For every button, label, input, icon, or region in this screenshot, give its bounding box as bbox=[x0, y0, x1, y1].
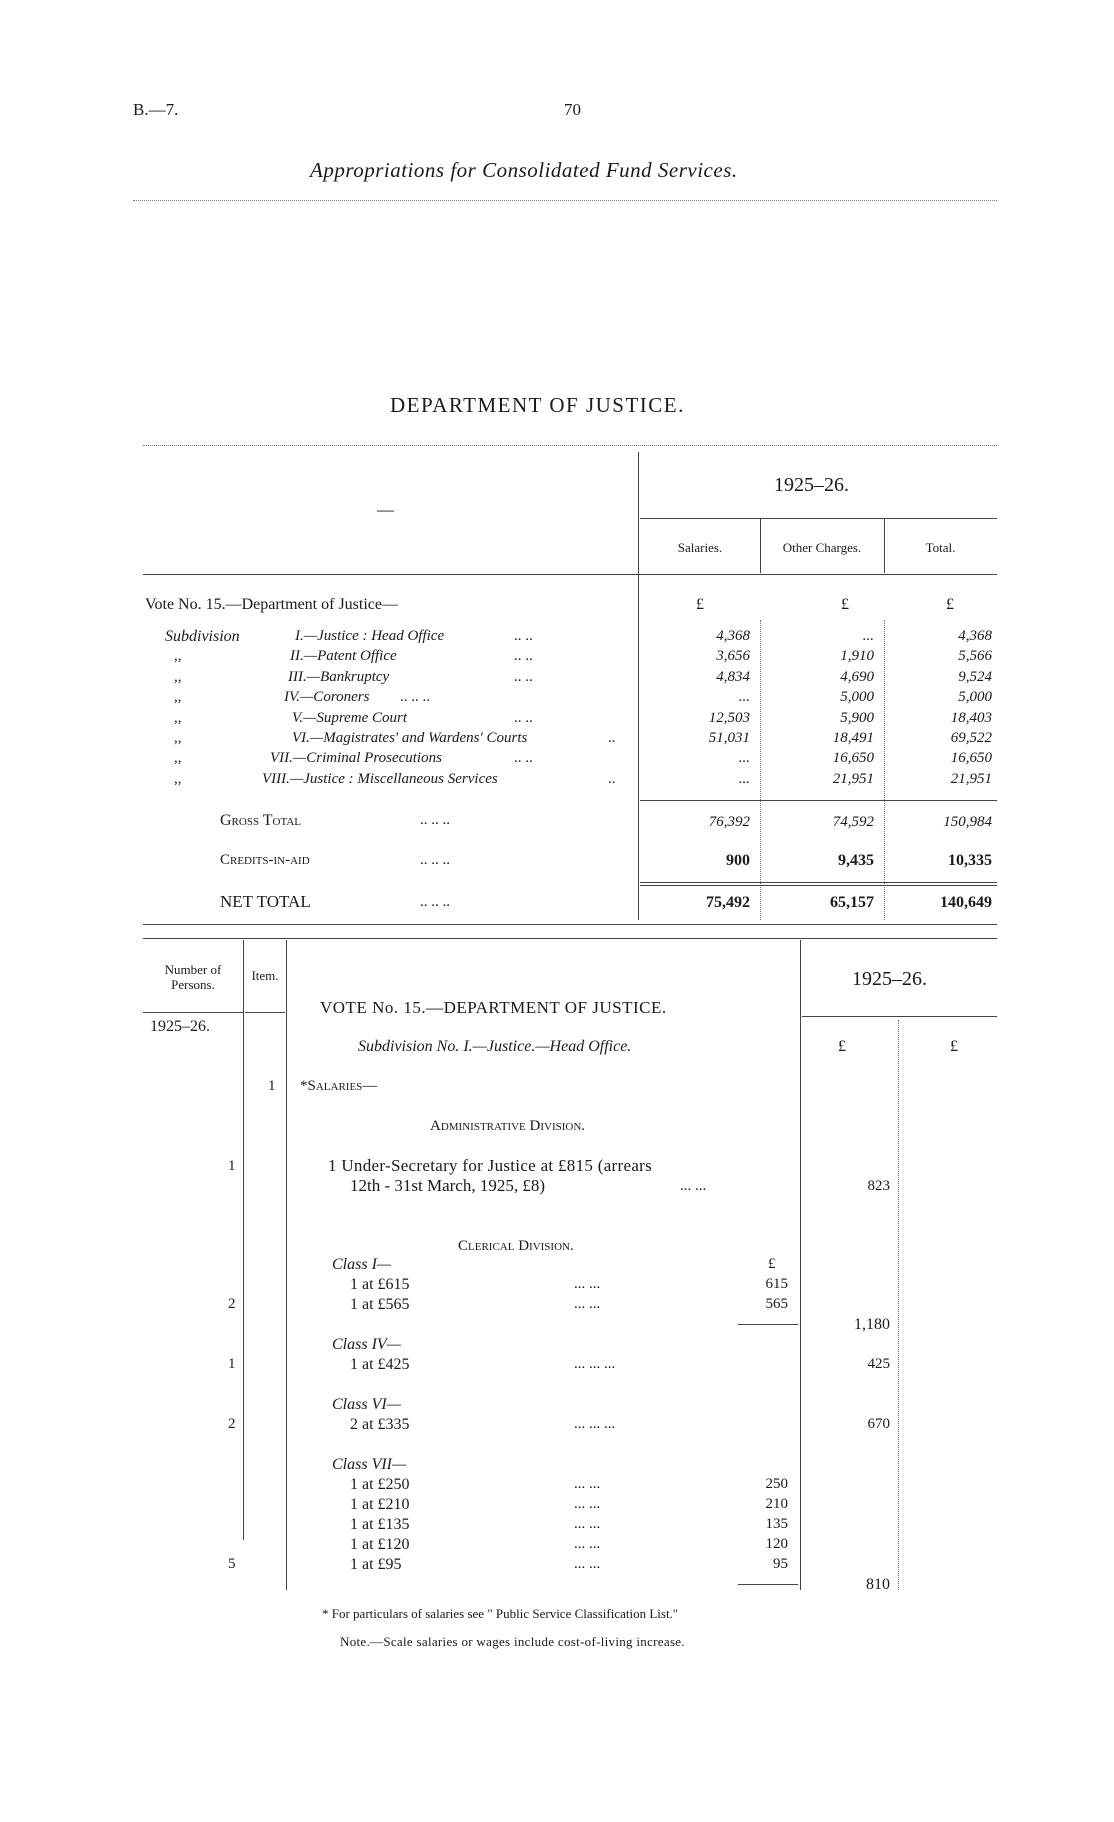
clerical-division-heading: Clerical Division. bbox=[458, 1238, 574, 1254]
subdivision-row-name: I.—Justice : Head Office bbox=[295, 628, 445, 644]
ditto-mark: ,, bbox=[174, 689, 182, 705]
class-7-heading: Class VII— bbox=[332, 1456, 407, 1473]
class-7-dots: ... ... bbox=[574, 1476, 601, 1492]
row-other: 21,951 bbox=[832, 771, 874, 787]
ditto-mark: ,, bbox=[174, 669, 182, 685]
under-secretary-line-1: 1 Under-Secretary for Justice at £815 (arrears bbox=[328, 1156, 653, 1175]
department-title: DEPARTMENT OF JUSTICE. bbox=[390, 393, 685, 417]
row-other: ... bbox=[862, 628, 874, 644]
row-leader: .. .. bbox=[514, 710, 533, 726]
row-leader: .. .. bbox=[514, 628, 533, 644]
class-7-dots: ... ... bbox=[574, 1556, 601, 1572]
class-1-amount: 615 bbox=[765, 1276, 788, 1292]
subdivision-row-name: VI.—Magistrates' and Wardens' Courts bbox=[292, 730, 528, 746]
subdivision-row-name: VIII.—Justice : Miscellaneous Services bbox=[262, 771, 498, 787]
ditto-mark: ,, bbox=[174, 710, 182, 726]
vote-label: Vote No. 15.—Department of Justice— bbox=[145, 596, 398, 613]
net-other: 65,157 bbox=[830, 894, 874, 911]
summary-column-divider bbox=[638, 452, 639, 920]
persons-header-rule bbox=[143, 1012, 243, 1013]
row-leader: .. .. bbox=[514, 750, 533, 766]
class-7-amount: 135 bbox=[765, 1516, 788, 1532]
col-salaries-header: Salaries. bbox=[677, 540, 723, 555]
credits-salaries: 900 bbox=[726, 852, 750, 869]
under-secretary-line-2: 12th - 31st March, 1925, £8) bbox=[350, 1176, 546, 1195]
other-currency: £ bbox=[841, 596, 849, 613]
amount-subcolumn-divider bbox=[898, 1020, 899, 1590]
row-leader: .. bbox=[608, 730, 616, 746]
class-7-line: 1 at £250 bbox=[350, 1476, 410, 1493]
class-7-dots: ... ... bbox=[574, 1496, 601, 1512]
header-rule bbox=[133, 200, 997, 201]
under-secretary-dots: ... ... bbox=[680, 1178, 707, 1194]
class-4-persons: 1 bbox=[228, 1356, 236, 1372]
net-salaries: 75,492 bbox=[706, 894, 750, 911]
detail-year-rule bbox=[802, 1016, 997, 1017]
class-6-line: 2 at £335 bbox=[350, 1416, 410, 1433]
row-other: 5,900 bbox=[840, 710, 874, 726]
under-secretary-amount: 823 bbox=[867, 1178, 890, 1194]
class-7-line: 1 at £210 bbox=[350, 1496, 410, 1513]
subdivision-row-name: V.—Supreme Court bbox=[292, 710, 408, 726]
footnote: * For particulars of salaries see " Public Service Classification List." bbox=[322, 1606, 679, 1621]
class-7-subtotal-rule bbox=[738, 1584, 798, 1585]
class-7-amount: 210 bbox=[765, 1496, 788, 1512]
salaries-currency: £ bbox=[696, 596, 704, 613]
summary-header-rule bbox=[143, 574, 997, 575]
row-total: 16,650 bbox=[950, 750, 992, 766]
summary-top-rule bbox=[143, 445, 997, 446]
class-4-heading: Class IV— bbox=[332, 1336, 401, 1353]
subdivision-row-name: VII.—Criminal Prosecutions bbox=[270, 750, 442, 766]
item-column-divider bbox=[286, 940, 287, 1590]
row-salaries: 51,031 bbox=[708, 730, 750, 746]
class-1-dots: ... ... bbox=[574, 1276, 601, 1292]
summary-col-divider-4 bbox=[884, 620, 885, 920]
detail-top-rule bbox=[143, 938, 997, 939]
class-1-line: 1 at £565 bbox=[350, 1296, 410, 1313]
net-rule bbox=[640, 882, 997, 883]
gross-total-label: Gross Total bbox=[220, 812, 302, 829]
class-6-persons: 2 bbox=[228, 1416, 236, 1432]
row-leader: .. .. bbox=[514, 669, 533, 685]
row-total: 9,524 bbox=[958, 669, 992, 685]
gross-leader: .. .. .. bbox=[420, 812, 450, 828]
class-6-amount: 670 bbox=[867, 1416, 890, 1432]
document-ref: B.—7. bbox=[133, 100, 179, 119]
under-secretary-persons: 1 bbox=[228, 1158, 236, 1174]
ditto-mark: ,, bbox=[174, 730, 182, 746]
class-1-amount: 565 bbox=[765, 1296, 788, 1312]
subdivision-word: Subdivision bbox=[165, 628, 240, 645]
class-1-dots: ... ... bbox=[574, 1296, 601, 1312]
row-salaries: ... bbox=[738, 750, 750, 766]
page-title: Appropriations for Consolidated Fund Services. bbox=[310, 158, 738, 182]
gross-other: 74,592 bbox=[832, 814, 874, 830]
detail-currency-1: £ bbox=[838, 1038, 846, 1055]
row-other: 18,491 bbox=[832, 730, 874, 746]
summary-year: 1925–26. bbox=[774, 474, 849, 496]
col-persons-header: Number of Persons. bbox=[164, 962, 222, 992]
class-1-line: 1 at £615 bbox=[350, 1276, 410, 1293]
summary-dash: — bbox=[377, 500, 394, 519]
class-4-line: 1 at £425 bbox=[350, 1356, 410, 1373]
summary-bottom-rule bbox=[143, 924, 997, 925]
class-4-amount: 425 bbox=[867, 1356, 890, 1372]
row-other: 16,650 bbox=[832, 750, 874, 766]
row-total: 5,000 bbox=[958, 689, 992, 705]
class-1-heading: Class I— bbox=[332, 1256, 392, 1273]
class-1-persons: 2 bbox=[228, 1296, 236, 1312]
class-7-dots: ... ... bbox=[574, 1536, 601, 1552]
item-header-rule bbox=[245, 1012, 285, 1013]
amount-column-divider bbox=[800, 940, 801, 1590]
row-leader: .. .. bbox=[514, 648, 533, 664]
ditto-mark: ,, bbox=[174, 771, 182, 787]
credits-total: 10,335 bbox=[948, 852, 992, 869]
gross-rule bbox=[640, 800, 997, 801]
row-total: 18,403 bbox=[950, 710, 992, 726]
class-1-currency: £ bbox=[768, 1256, 776, 1272]
credits-leader: .. .. .. bbox=[420, 852, 450, 868]
salaries-heading: *Salaries— bbox=[300, 1078, 378, 1094]
class-4-dots: ... ... ... bbox=[574, 1356, 616, 1372]
summary-col-divider-3 bbox=[760, 620, 761, 920]
ditto-mark: ,, bbox=[174, 750, 182, 766]
detail-currency-2: £ bbox=[950, 1038, 958, 1055]
ditto-mark: ,, bbox=[174, 648, 182, 664]
persons-year: 1925–26. bbox=[150, 1018, 210, 1035]
persons-column-divider bbox=[243, 940, 244, 1540]
class-6-heading: Class VI— bbox=[332, 1396, 401, 1413]
row-salaries: 3,656 bbox=[716, 648, 750, 664]
class-7-persons: 5 bbox=[228, 1556, 236, 1572]
net-leader: .. .. .. bbox=[420, 894, 450, 910]
subdivision-title: Subdivision No. I.—Justice.—Head Office. bbox=[358, 1038, 632, 1055]
row-salaries: ... bbox=[738, 771, 750, 787]
vote-title: VOTE No. 15.—DEPARTMENT OF JUSTICE. bbox=[320, 998, 667, 1017]
item-number: 1 bbox=[268, 1078, 276, 1094]
row-salaries: 4,834 bbox=[716, 669, 750, 685]
gross-total: 150,984 bbox=[943, 814, 992, 830]
row-total: 69,522 bbox=[950, 730, 992, 746]
class-7-amount: 250 bbox=[765, 1476, 788, 1492]
subdivision-row-name: III.—Bankruptcy bbox=[288, 669, 390, 685]
col-other-charges-header: Other Charges. bbox=[782, 540, 862, 555]
class-7-line: 1 at £95 bbox=[350, 1556, 402, 1573]
row-other: 1,910 bbox=[840, 648, 874, 664]
net-total-label: NET TOTAL bbox=[220, 892, 311, 911]
net-total: 140,649 bbox=[940, 894, 992, 911]
col-total-header: Total. bbox=[925, 540, 956, 555]
credits-in-aid-label: Credits-in-aid bbox=[220, 852, 310, 868]
scale-note: Note.—Scale salaries or wages include cost-of-living increase. bbox=[340, 1634, 685, 1649]
class-1-subtotal-rule bbox=[738, 1324, 798, 1325]
class-7-subtotal: 810 bbox=[866, 1576, 890, 1593]
administrative-division-heading: Administrative Division. bbox=[430, 1118, 586, 1134]
row-total: 4,368 bbox=[958, 628, 992, 644]
row-salaries: 4,368 bbox=[716, 628, 750, 644]
row-other: 4,690 bbox=[840, 669, 874, 685]
col-item-header: Item. bbox=[251, 968, 279, 983]
subdivision-row-name: II.—Patent Office bbox=[290, 648, 397, 664]
class-7-amount: 95 bbox=[773, 1556, 788, 1572]
class-7-line: 1 at £120 bbox=[350, 1536, 410, 1553]
credits-other: 9,435 bbox=[838, 852, 874, 869]
class-7-amount: 120 bbox=[765, 1536, 788, 1552]
page-number: 70 bbox=[564, 100, 581, 119]
class-7-line: 1 at £135 bbox=[350, 1516, 410, 1533]
gross-salaries: 76,392 bbox=[708, 814, 750, 830]
class-7-dots: ... ... bbox=[574, 1516, 601, 1532]
class-6-dots: ... ... ... bbox=[574, 1416, 616, 1432]
row-leader: .. bbox=[608, 771, 616, 787]
row-total: 5,566 bbox=[958, 648, 992, 664]
class-1-subtotal: 1,180 bbox=[854, 1316, 890, 1333]
row-total: 21,951 bbox=[950, 771, 992, 787]
row-leader: .. .. .. bbox=[400, 689, 430, 705]
row-salaries: 12,503 bbox=[708, 710, 750, 726]
net-rule-double bbox=[640, 885, 997, 886]
detail-year: 1925–26. bbox=[852, 968, 927, 990]
row-salaries: ... bbox=[738, 689, 750, 705]
subdivision-row-name: IV.—Coroners bbox=[284, 689, 370, 705]
row-other: 5,000 bbox=[840, 689, 874, 705]
summary-year-rule bbox=[640, 518, 997, 519]
total-currency: £ bbox=[946, 596, 954, 613]
